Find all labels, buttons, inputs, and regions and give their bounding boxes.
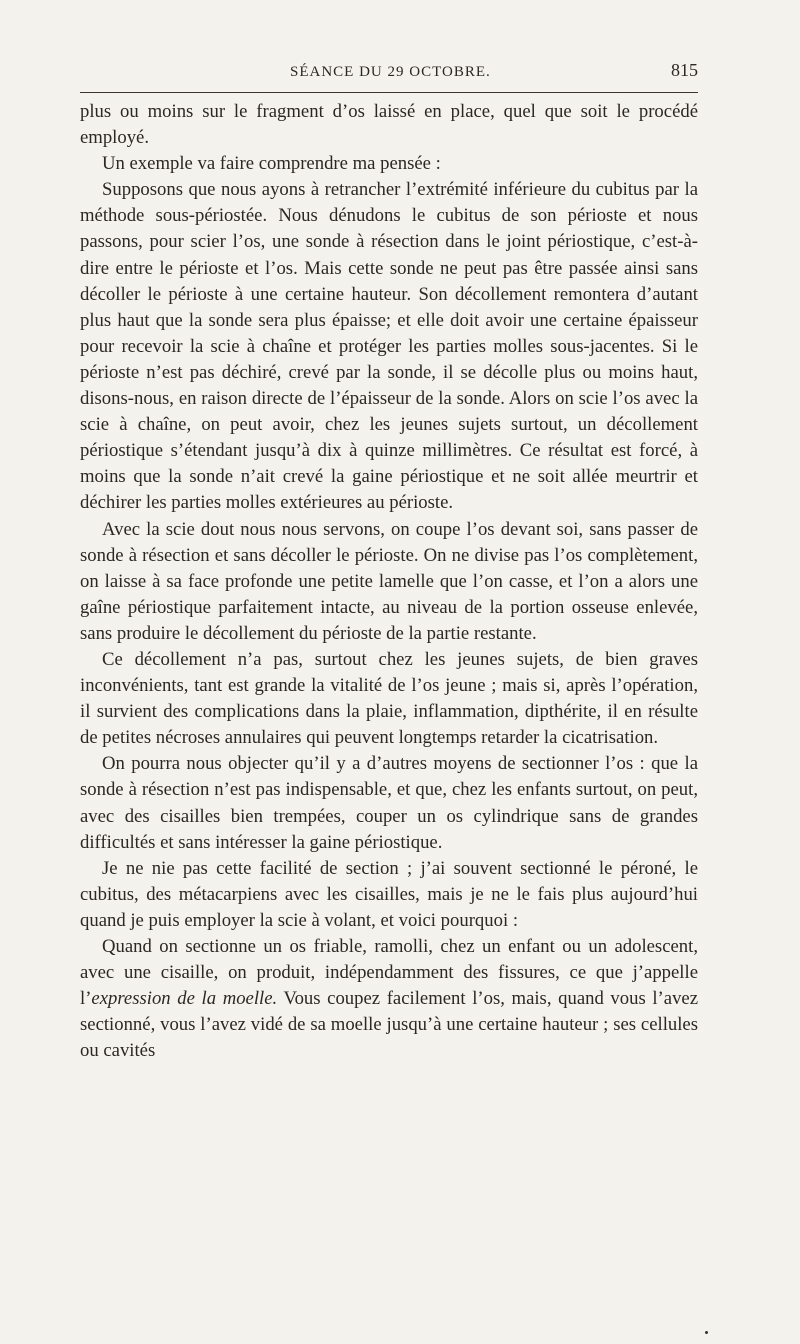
page-number: 815 [671, 60, 698, 80]
header-rule [80, 92, 698, 93]
paragraph: Avec la scie dout nous nous servons, on coupe l’os devant soi, sans passer de sonde à résection et sans décoller le périoste. On ne divise pas l’os complètement, on laisse à sa face profonde une petite lamelle que l’on casse, et l’on a alors une gaîne périostique parfaitement intacte, au niveau de la portion osseuse enlevée, sans produire le décollement du périoste de la partie restante. [80, 518, 698, 644]
paragraph: Supposons que nous ayons à retrancher l’extrémité inférieure du cubitus par la méthode sous-périostée. Nous dénudons le cubitus de son périoste et nous passons, pour scier l’os, une sonde à résection dans le joint périostique, c’est-à-dire entre le périoste et l’os. Mais cette sonde ne peut pas être passée ainsi sans décoller le périoste à une certaine hauteur. Son décollement remontera d’autant plus haut que la sonde sera plus épaisse; et elle doit avoir une certaine épaisseur pour recevoir la scie à chaîne et protéger les parties molles sous-jacentes. Si le périoste n’est pas déchiré, crevé par la sonde, il se décolle plus ou moins haut, disons-nous, en raison directe de l’épaisseur de la sonde. Alors on scie l’os avec la scie à chaîne, on peut avoir, chez les jeunes sujets surtout, un décollement périostique s’étendant jusqu’à dix à quinze millimètres. Ce résultat est forcé, à moins que la sonde n’ait crevé la gaine périostique et ne soit allée meurtrir et déchirer les parties molles extérieures au périoste. [80, 179, 698, 514]
paragraph-text: Vous coupez facilement l’os, mais, quand vous l’avez sectionné, vous l’avez vidé de sa moelle jusqu’à une certaine hauteur ; ses cellules ou cavités [80, 988, 698, 1062]
paragraph [80, 934, 698, 1064]
paragraph: Ce décollement n’a pas, surtout chez les jeunes sujets, de bien graves inconvénients, tant est grande la vitalité de l’os jeune ; mais si, après l’opération, il survient des complications dans la plaie, inflammation, dipthérite, il en résulte de petites nécroses annulaires qui peuvent longtemps retarder la cicatrisation. [80, 648, 698, 749]
paragraph: Un exemple va faire comprendre ma pensée : [102, 153, 441, 175]
paragraph-text: Quand on sectionne un os friable, ramolli, chez un enfant ou un adolescent, avec une cisaille, on produit, indépendamment des fissures, ce que j’appelle l’ [80, 936, 698, 1010]
body-text [80, 99, 698, 1064]
running-head [80, 58, 698, 92]
paragraph: Je ne nie pas cette facilité de section ; j’ai souvent sectionné le péroné, le cubitus, des métacarpiens avec les cisailles, mais je ne le fais plus aujourd’hui quand je puis employer la scie à volant, et voici pourquoi : [80, 857, 698, 931]
book-page [80, 58, 698, 1064]
paragraph: On pourra nous objecter qu’il y a d’autres moyens de sectionner l’os : que la sonde à résection n’est pas indispensable, et que, chez les enfants surtout, on peut, avec des cisailles bien trempées, couper un os cylindrique sans de grandes difficultés et sans intéresser la gaine périostique. [80, 753, 698, 853]
emphasis-text: expression de la moelle. [91, 988, 278, 1010]
paper-speck [705, 1331, 708, 1334]
running-title: SÉANCE DU 29 OCTOBRE. [290, 64, 491, 80]
paragraph: plus ou moins sur le fragment d’os laissé en place, quel que soit le procédé employé. [80, 101, 698, 149]
